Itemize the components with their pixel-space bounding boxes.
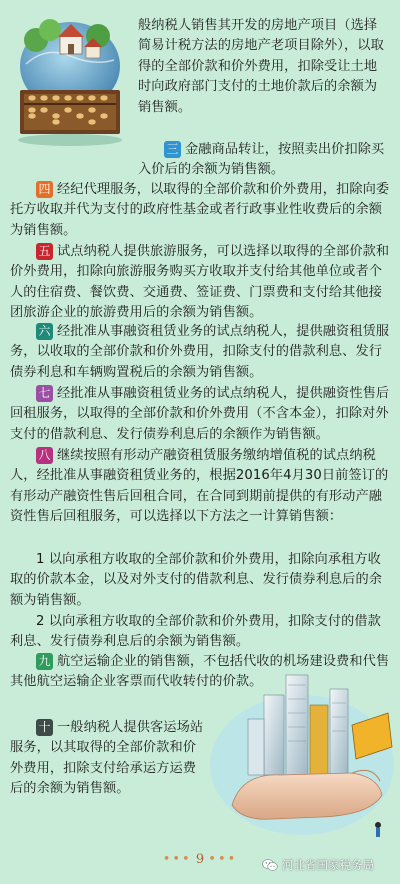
paragraph-seven-text: 经批准从事融资租赁业务的试点纳税人，提供融资性售后回租服务，以取得的全部价款和价外费用（不含本金），扣除对外支付的借款利息、发行债券利息后的余额作为销售额。 (10, 386, 390, 442)
paragraph-four-text: 经纪代理服务，以取得的全部价款和价外费用，扣除向委托方收取并代为支付的政府性基金或者行政事业性收费后的余额为销售额。 (10, 182, 390, 238)
section-badge-seven: 七 (36, 385, 53, 402)
paragraph-eight-option-2-text: 2 以向承租方收取的全部价款和价外费用，扣除支付的借款利息、发行债券利息后的余额为销售额。 (10, 614, 381, 650)
paragraph-three-text: 金融商品转让，按照卖出价扣除买入价后的余额为销售额。 (138, 142, 385, 178)
paragraph-intro-text: 般纳税人销售其开发的房地产项目（选择简易计税方法的房地产老项目除外），以取得的全部价款和价外费用，扣除受让土地时向政府部门支付的土地价款后的余额为销售额。 (138, 18, 384, 115)
paragraph-eight-option-1 (10, 550, 390, 611)
section-badge-five: 五 (36, 243, 53, 260)
paragraph-six-text: 经批准从事融资租赁业务的试点纳税人，提供融资租赁服务，以收取的全部价款和价外费用，扣除支付的借款利息、发行债券利息和车辆购置税后的余额为销售额。 (10, 324, 390, 380)
page-number (162, 852, 238, 872)
paragraph-eight-option-1-text: 1 以向承租方收取的全部价款和价外费用，扣除向承租方收取的价款本金，以及对外支付的借款利息、发行债券利息后的余额为销售额。 (10, 552, 383, 608)
watermark-text: 河北省国家税务局 (282, 858, 374, 872)
page-number-dots-left: ••• (162, 852, 192, 867)
paragraph-nine-text: 航空运输企业的销售额，不包括代收的机场建设费和代售其他航空运输企业客票而代收转付的价款。 (10, 654, 390, 690)
paragraph-six (10, 322, 390, 383)
page-number-text: 9 (195, 852, 205, 867)
watermark (262, 855, 374, 875)
hand-city-illustration (202, 655, 400, 845)
paragraph-three (138, 140, 388, 181)
paragraph-eight-text: 继续按照有形动产融资租赁服务缴纳增值税的试点纳税人，经批准从事融资租赁业务的，根据2016年4月30日前签订的有形动产融资性售后回租合同，在合同到期前提供的有形动产融资性售后回租服务，可以选择以下方法之一计算销售额： (10, 448, 389, 525)
paragraph-ten-text: 一般纳税人提供客运场站服务，以其取得的全部价款和价外费用，扣除支付给承运方运费后的余额为销售额。 (10, 720, 204, 797)
abacus-houses-illustration (6, 6, 134, 156)
section-badge-three: 三 (164, 141, 181, 158)
section-badge-six: 六 (36, 323, 53, 340)
paragraph-five-text: 试点纳税人提供旅游服务，可以选择以取得的全部价款和价外费用，扣除向旅游服务购买方收取并支付给其他单位或者个人的住宿费、餐饮费、交通费、签证费、门票费和支付给其他接团旅游企业的旅游费用后的余额为销售额。 (10, 244, 390, 321)
paragraph-five (10, 242, 390, 324)
paragraph-ten (10, 718, 208, 800)
section-badge-eight: 八 (36, 447, 53, 464)
wechat-icon (262, 858, 278, 872)
section-badge-four: 四 (36, 181, 53, 198)
paragraph-intro (138, 16, 388, 118)
paragraph-eight (10, 446, 390, 528)
section-badge-ten: 十 (36, 719, 53, 736)
paragraph-eight-option-2 (10, 612, 390, 653)
section-badge-nine: 九 (36, 653, 53, 670)
paragraph-seven (10, 384, 390, 445)
paragraph-four (10, 180, 390, 241)
page-number-dots-right: ••• (208, 852, 238, 867)
